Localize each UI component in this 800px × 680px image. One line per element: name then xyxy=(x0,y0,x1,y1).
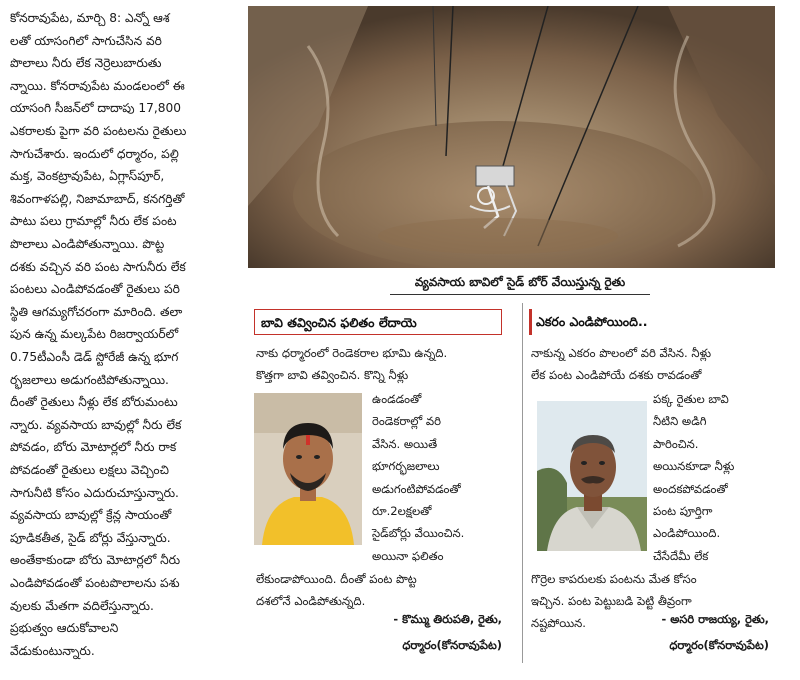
quote-box-rajaiah xyxy=(522,303,777,663)
quote-line: లేక పంట ఎండిపోయే దశకు రావడంతో xyxy=(531,368,702,382)
quote-line: నీటిని అడిగి xyxy=(653,414,707,429)
article-line: 0.75టీఎంసీ డెడ్ స్టోరేజీ ఉన్న భూగ xyxy=(10,350,179,364)
credit-place: ధర్మారం(కోనరావుపేట) xyxy=(402,638,502,652)
article-line: పంటలు ఎండిపోవడంతో రైతులు పరి xyxy=(10,282,180,297)
credit-name: - అసరి రాజయ్య, రైతు, xyxy=(661,612,769,626)
photo-caption: వ్యవసాయ బావిలో సైడ్ బోర్ వేయిస్తున్న రైతు xyxy=(414,275,626,289)
quote-line: అందకపోవడంతో xyxy=(653,481,728,496)
quote-line: నష్టపోయిన. xyxy=(531,616,586,630)
farmer-portrait-tirupati xyxy=(254,393,362,545)
article-line: శివంగాళపల్లి, నిజామాబాద్, కనగర్తితో xyxy=(10,191,185,206)
quote-line: రెండెకరాల్లో వరి xyxy=(372,414,441,429)
credit-name: - కొమ్ము తిరుపతి, రైతు, xyxy=(393,612,502,626)
article-line: వ్యవసాయ బావుల్లో క్రేన్ల సాయంతో xyxy=(10,508,172,523)
box-heading: బావి తవ్వించిన ఫలితం లేదాయె xyxy=(254,309,502,335)
quote-line: అయినకూడా నీళ్లు xyxy=(653,459,735,474)
quote-line: నాకున్న ఎకరం పొలంలో వరి వేసిన. నీళ్లు xyxy=(531,346,712,360)
credit-place: ధర్మారం(కోనరావుపేట) xyxy=(669,638,769,652)
article-line: పొలాలు నీరు లేక నెర్రెలుబారుతు xyxy=(10,56,162,71)
quote-line: అయినా ఫలితం xyxy=(372,548,444,563)
article-line: పోవడం, బోరు మోటార్లలో నీరు రాక xyxy=(10,440,177,455)
article-line: ర్భజలాలు అడుగంటిపోతున్నాయి. xyxy=(10,372,169,387)
quote-line: ఎండిపోయింది. xyxy=(653,526,721,541)
article-line: సాగునీటి కోసం ఎదురుచూస్తున్నారు. xyxy=(10,485,179,500)
article-line: యాసంగి సీజన్‌లో దాదాపు 17,800 xyxy=(10,101,182,116)
article-line: వులకు మేతగా వదిలేస్తున్నారు. xyxy=(10,598,154,613)
article-line: ఎండిపోవడంతో పంటపొలాలను పశు xyxy=(10,576,180,590)
article-line: లతో యాసంగిలో సాగుచేసిన వరి xyxy=(10,33,162,48)
farmer-portrait-rajaiah xyxy=(537,401,647,551)
well-photo xyxy=(248,6,775,268)
article-line: స్థితి ఆగమ్యగోచరంగా మారింది. తలా xyxy=(10,304,183,319)
quote-box-tirupati xyxy=(248,303,510,663)
quote-line: గొర్రెల కాపరులకు పంటను మేత కోసం xyxy=(531,572,697,586)
article-line: సాగుచేశారు. ఇందులో ధర్మారం, పల్లి xyxy=(10,146,179,161)
article-line: అంతేకాకుండా బోరు మోటార్లలో నీరు xyxy=(10,553,181,568)
article-line: దీంతో రైతులు నీళ్లు లేక బోరుమంటు xyxy=(10,395,178,410)
quote-line: దశలోనే ఎండిపోతున్నది. xyxy=(256,594,366,608)
article-line: పొలాలు ఎండిపోతున్నాయి. పొట్ట xyxy=(10,237,165,251)
article-line: దశకు వచ్చిన వరి పంట సాగునీరు లేక xyxy=(10,259,186,274)
quote-line: వేసిన. అయితే xyxy=(372,436,438,451)
quote-line: రూ.2లక్షలతో xyxy=(372,504,432,518)
article-line: న్నాయి. కోనరావుపేట మండలంలో ఈ xyxy=(10,78,185,93)
article-line: న్నారు. వ్యవసాయ బావుల్లో నీరు లేక xyxy=(10,417,182,432)
quote-line: పక్క రైతుల బావి xyxy=(653,392,729,406)
quote-line: పంట పూర్తిగా xyxy=(653,504,713,518)
article-line: మక్త, వెంకట్రావుపేట, ఏగ్లాస్‌పూర్, xyxy=(10,169,165,184)
quote-line: ఉండడంతో xyxy=(372,392,422,406)
article-line: ఎకరాలకు పైగా వరి పంటలను రైతులు xyxy=(10,124,187,138)
left-article-column xyxy=(4,0,242,680)
quote-line: అడుగంటిపోవడంతో xyxy=(372,481,461,496)
quote-line: భూగర్భజలాలు xyxy=(372,459,440,474)
quote-line: సైడ్‌బోర్లు వేయించిన. xyxy=(372,526,465,541)
quote-line: లేకుండాపోయింది. దీంతో పంట పొట్ట xyxy=(256,572,417,586)
box-heading: ఎకరం ఎండిపోయింది.. xyxy=(529,309,769,335)
quote-line: కొత్తగా బావి తవ్వించిన. కొన్ని నీళ్లు xyxy=(256,368,409,382)
article-line: కోనరావుపేట, మార్చి 8: ఎన్నో ఆశ xyxy=(10,11,170,25)
article-line: పోవడంతో రైతులు లక్షలు వెచ్చించి xyxy=(10,463,169,477)
article-line: ప్రభుత్వం ఆదుకోవాలని xyxy=(10,621,119,636)
quote-line: నాకు ధర్మారంలో రెండెకరాల భూమి ఉన్నది. xyxy=(256,346,448,360)
quote-line: ఇచ్చిన. పంట పెట్టుబడి పెట్టి తీవ్రంగా xyxy=(531,594,692,608)
caption-underline xyxy=(390,294,650,295)
article-line: పూడికతీత, సైడ్ బోర్లు వేస్తున్నారు. xyxy=(10,530,171,545)
quote-line: చేసేదేమీ లేక xyxy=(653,548,709,563)
quote-line: పారించిన. xyxy=(653,436,699,451)
article-line: పాటు పలు గ్రామాల్లో నీరు లేక పంట xyxy=(10,214,177,229)
article-line: పున ఉన్న మల్కపేట రిజర్వాయర్‌లో xyxy=(10,327,179,342)
article-line: వేడుకుంటున్నారు. xyxy=(10,643,95,658)
